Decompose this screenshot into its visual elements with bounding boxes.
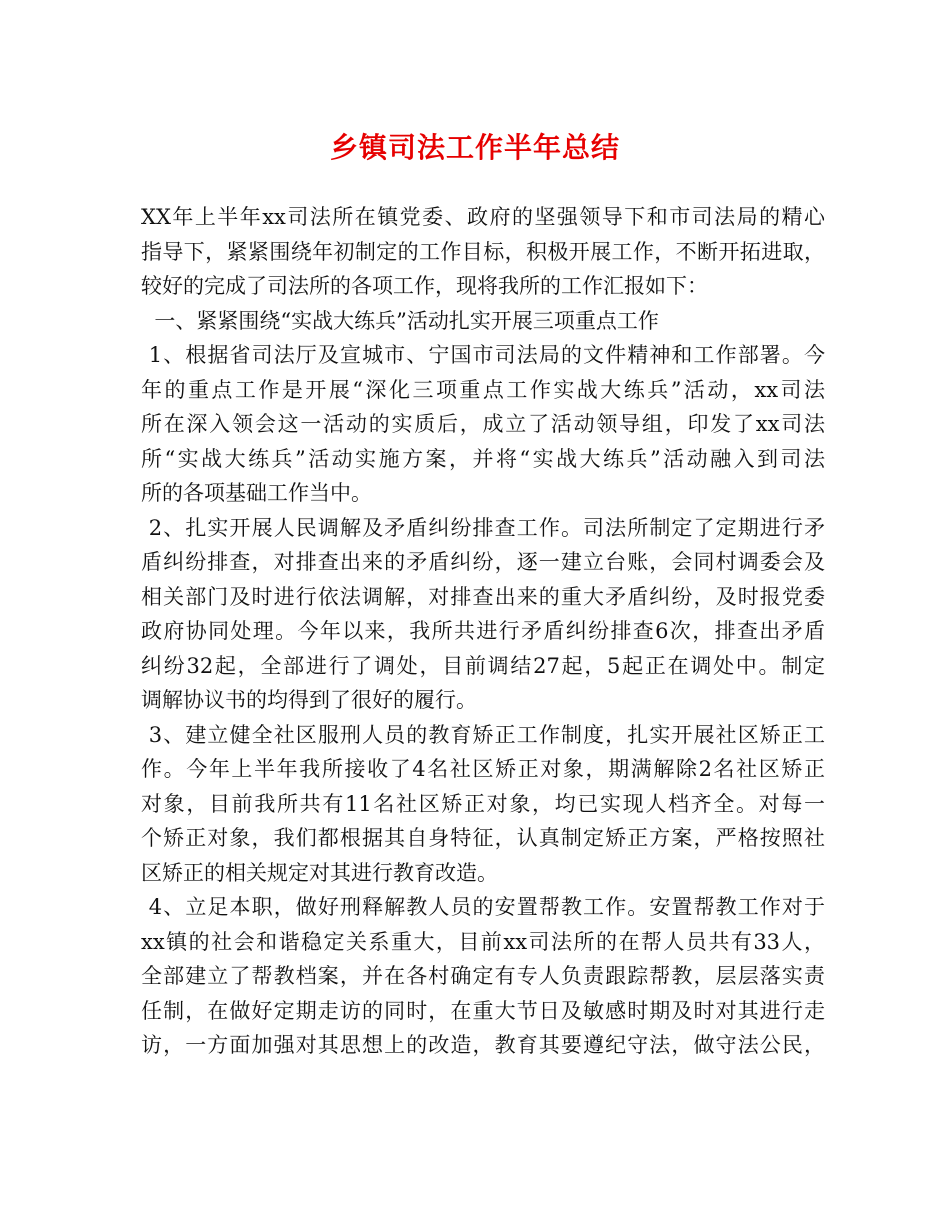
paragraph-line: 所“实战大练兵”活动实施方案，并将“实战大练兵”活动融入到司法 [141,446,825,471]
paragraph-line: 4、立足本职，做好刑释解教人员的安置帮教工作。安置帮教工作对于 [141,895,825,919]
paragraph-line: 纠纷32起，全部进行了调处，目前调结27起，5起正在调处中。制定 [141,653,825,678]
paragraph-line: 2、扎实开展人民调解及矛盾纠纷排查工作。司法所制定了定期进行矛 [141,515,825,540]
paragraph-line: 一、紧紧围绕“实战大练兵”活动扎实开展三项重点工作 [141,308,659,333]
paragraph-line: 3、建立健全社区服刑人员的教育矫正工作制度，扎实开展社区矫正工 [141,722,825,747]
paragraph-line: 指导下，紧紧围绕年初制定的工作目标，积极开展工作，不断开拓进取， [141,239,825,264]
paragraph-line: 年的重点工作是开展“深化三项重点工作实战大练兵”活动，xx司法 [141,377,825,402]
paragraph-line: 较好的完成了司法所的各项工作，现将我所的工作汇报如下： [141,274,708,298]
paragraph-line: 访，一方面加强对其思想上的改造，教育其要遵纪守法，做守法公民， [141,1033,825,1057]
paragraph-line: 对象，目前我所共有11名社区矫正对象，均已实现人档齐全。对每一 [141,791,825,816]
paragraph-line: 政府协同处理。今年以来，我所共进行矛盾纠纷排查6次，排查出矛盾 [141,619,825,643]
paragraph-line: 1、根据省司法厅及宣城市、宁国市司法局的文件精神和工作部署。今 [141,343,825,367]
document-title: 乡镇司法工作半年总结 [329,131,620,164]
paragraph-line: 作。今年上半年我所接收了4名社区矫正对象，期满解除2名社区矫正 [141,757,825,781]
paragraph-line: 个矫正对象，我们都根据其自身特征，认真制定矫正方案，严格按照社 [141,826,825,850]
paragraph-line: 全部建立了帮教档案，并在各村确定有专人负责跟踪帮教，层层落实责 [141,964,825,988]
paragraph-line: 所在深入领会这一活动的实质后，成立了活动领导组，印发了xx司法 [141,412,825,436]
paragraph-line: XX年上半年xx司法所在镇党委、政府的坚强领导下和市司法局的精心 [141,205,825,229]
document-body [141,200,825,1063]
paragraph-line: 所的各项基础工作当中。 [141,481,372,505]
paragraph-line: 任制，在做好定期走访的同时，在重大节日及敏感时期及时对其进行走 [141,998,825,1023]
paragraph-line: 盾纠纷排查，对排查出来的矛盾纠纷，逐一建立台账，会同村调委会及 [141,550,825,574]
paragraph-line: 调解协议书的均得到了很好的履行。 [141,688,477,712]
paragraph-line: 相关部门及时进行依法调解，对排查出来的重大矛盾纠纷，及时报党委 [141,584,825,609]
paragraph-line: 区矫正的相关规定对其进行教育改造。 [141,860,498,885]
paragraph-line: xx镇的社会和谐稳定关系重大，目前xx司法所的在帮人员共有33人， [141,929,825,954]
